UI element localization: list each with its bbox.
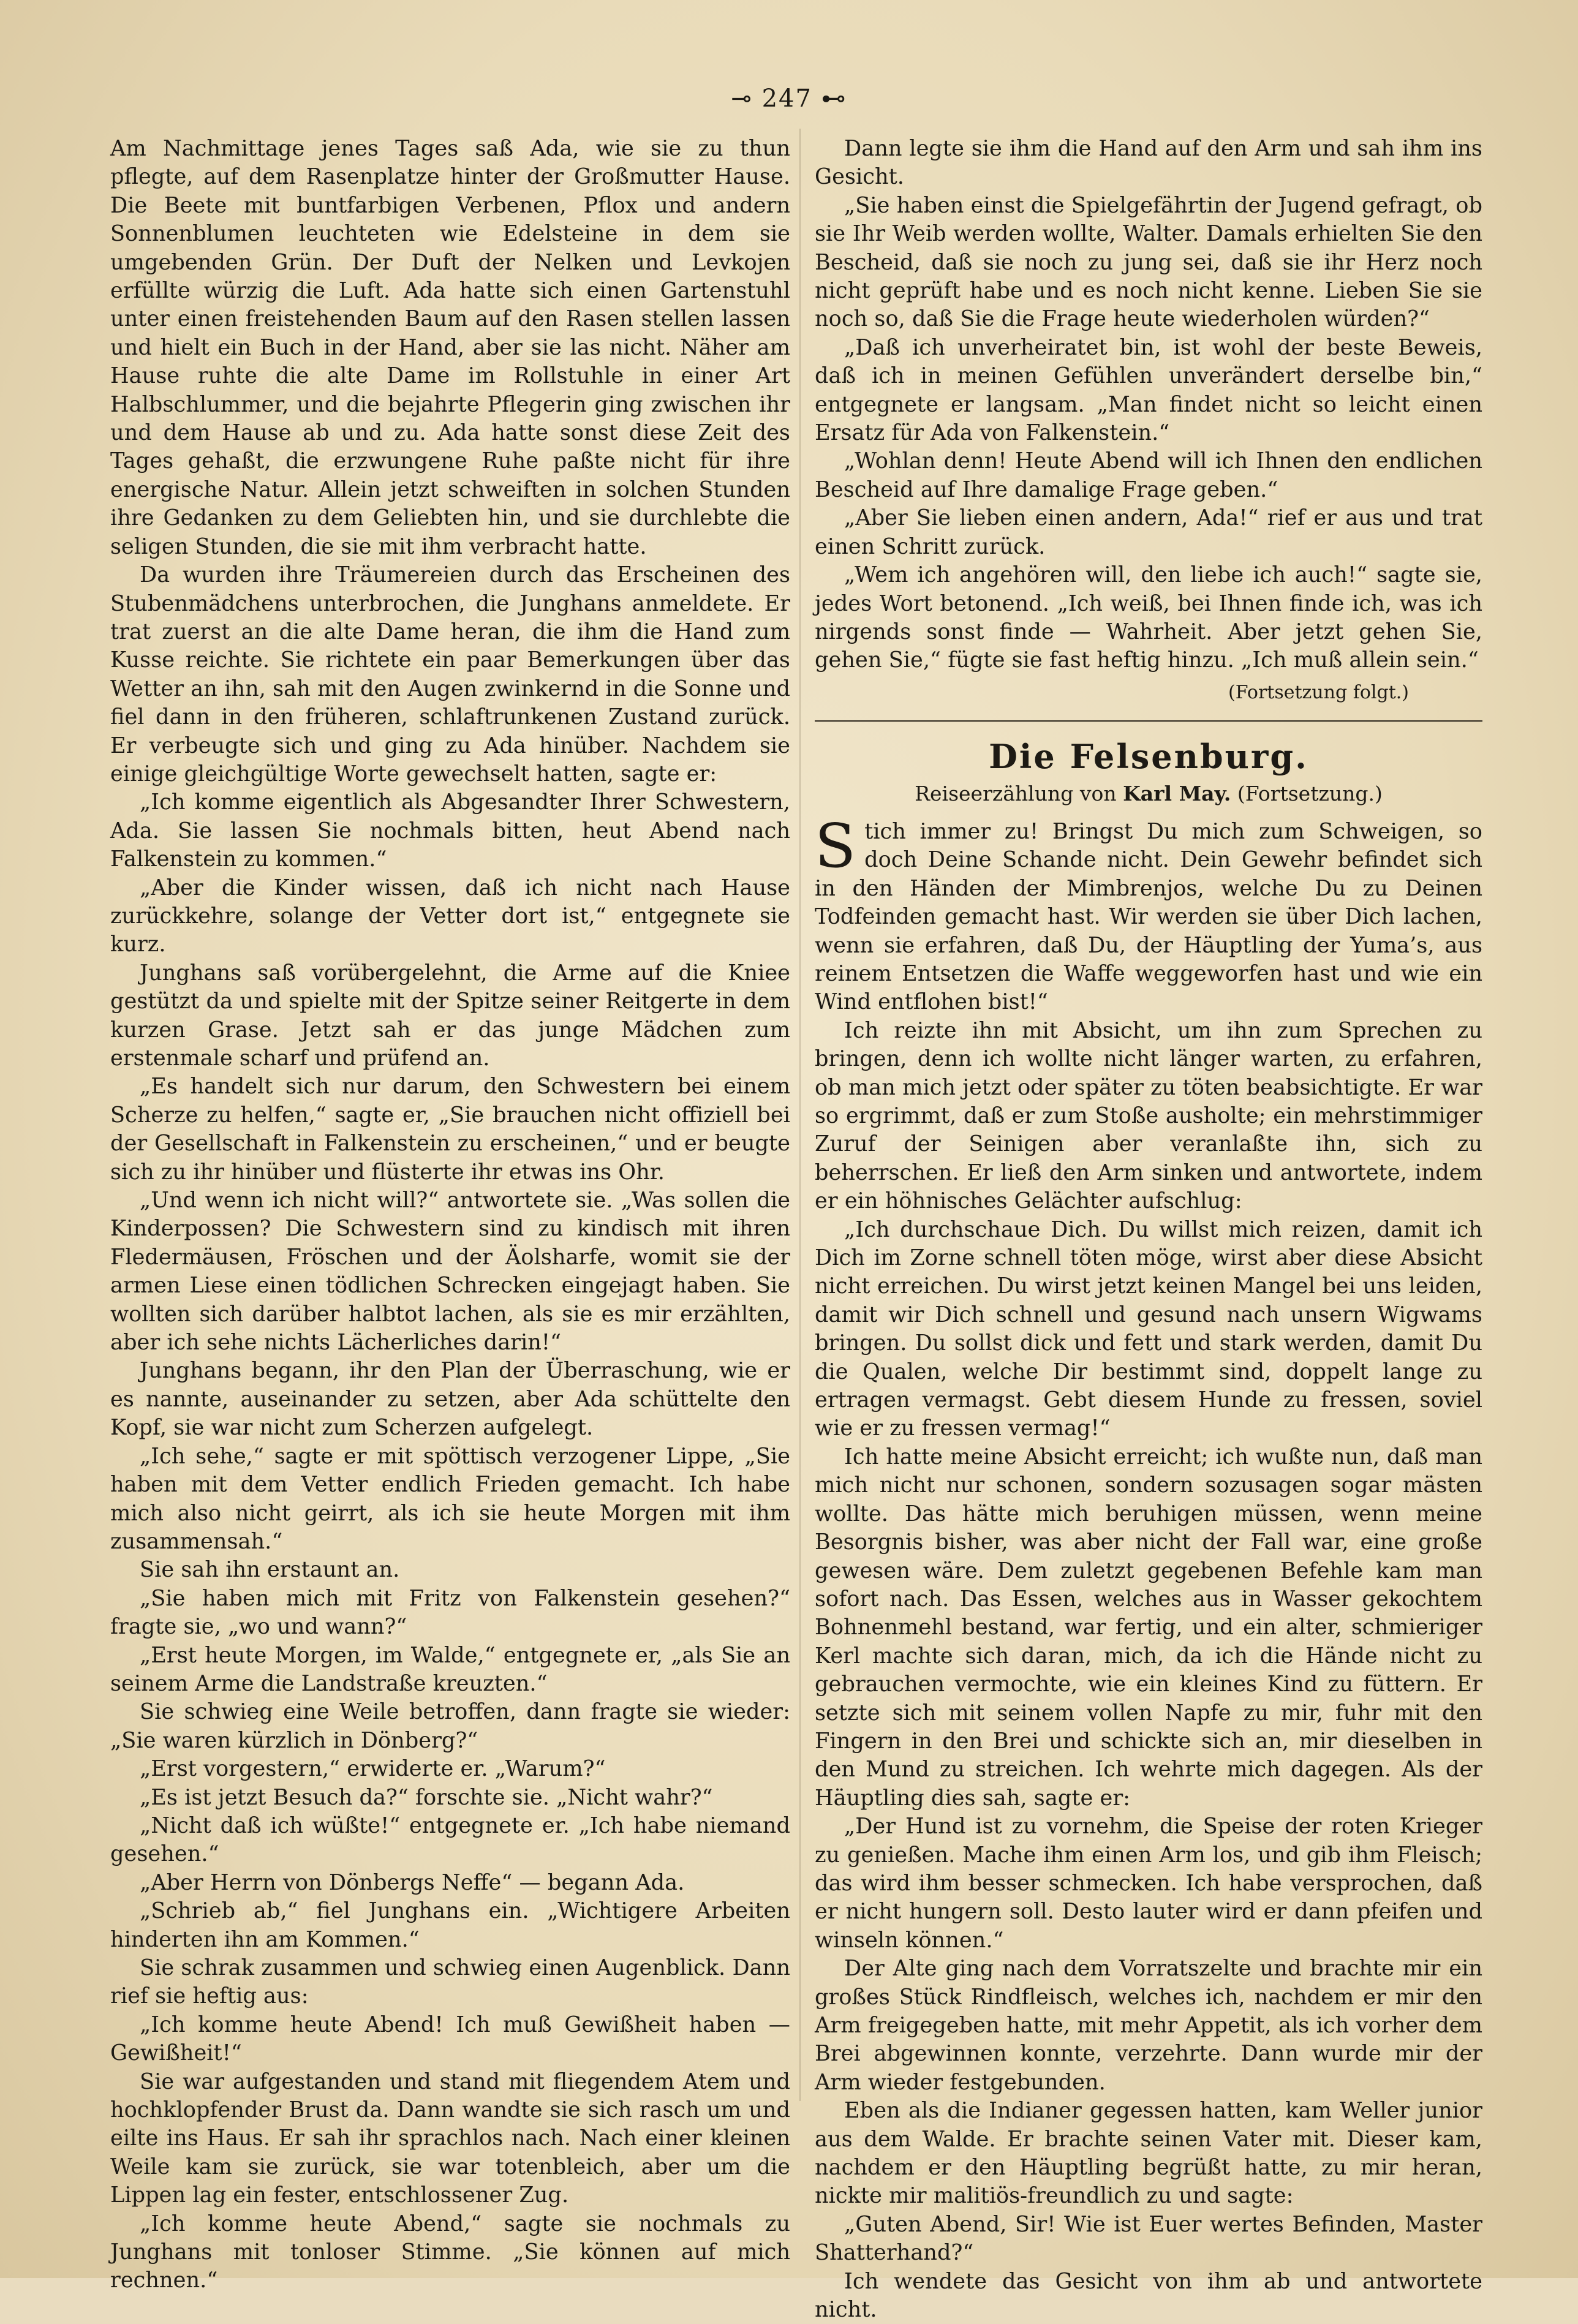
story-title: Die Felsenburg.	[989, 737, 1308, 777]
drop-cap: S	[815, 811, 856, 881]
page-number-value: 247	[761, 85, 812, 113]
paragraph: „Daß ich unverheiratet bin, ist wohl der beste Beweis, daß ich in meinen Gefühlen unverändert derselbe bin,“ entgegnete er langsam. „Man findet nicht so leicht einen Ersatz für Ada von Falkenstein.“	[815, 334, 1482, 446]
paragraph: „Guten Abend, Sir! Wie ist Euer wertes Befinden, Master Shatterhand?“	[815, 2211, 1482, 2266]
continued-note: (Fortsetzung folgt.)	[1228, 681, 1409, 703]
paragraph: Der Alte ging nach dem Vorratszelte und brachte mir ein großes Stück Rindfleisch, welches ich, nachdem er mir den Arm freigegeben hatte, mit mehr Appetit, als ich vorher dem Brei abgewinnen konnte, verzehrte. Dann wurde mir der Arm wieder festgebunden.	[815, 1956, 1482, 2095]
paragraph: „Wem ich angehören will, den liebe ich auch!“ sagte sie, jedes Wort betonend. „Ich weiß, bei Ihnen finde ich, was ich nirgends sonst finde — Wahrheit. Aber jetzt gehen Sie, gehen Sie,“ fügte sie fast heftig hinzu. „Ich muß allein sein.“	[815, 562, 1482, 673]
paragraph: „Ich komme eigentlich als Abgesandter Ihrer Schwestern, Ada. Sie lassen Sie nochmals bitten, heut Abend nach Falkenstein zu kommen.“	[110, 790, 790, 872]
section-divider	[815, 720, 1482, 722]
subtitle-suffix: (Fortsetzung.)	[1237, 781, 1383, 805]
paragraph: „Schrieb ab,“ fiel Junghans ein. „Wichtigere Arbeiten hinderten ihn am Kommen.“	[110, 1898, 790, 1952]
paragraph: Sie war aufgestanden und stand mit fliegendem Atem und hochklopfender Brust da. Dann wandte sie sich rasch um und eilte ins Haus. Er sah ihr sprachlos nach. Nach einer kleinen Weile kam sie zurück, sie war totenbleich, aber um die Lippen lag ein fester, entschlossener Zug.	[110, 2069, 790, 2208]
paragraph: Ich reizte ihn mit Absicht, um ihn zum Sprechen zu bringen, denn ich wollte nicht länger warten, zu erfahren, ob man mich jetzt oder später zu töten beabsichtigte. Er war so ergrimmt, daß er zum Stoße ausholte; ein mehrstimmiger Zuruf der Seinigen aber veranlaßte ihn, sich zu beherrschen. Er ließ den Arm sinken und antwortete, indem er ein höhnisches Gelächter aufschlug:	[815, 1017, 1482, 1214]
paragraph: „Der Hund ist zu vornehm, die Speise der roten Krieger zu genießen. Mache ihm einen Arm los, und gib ihm Fleisch; das wird ihm besser schmecken. Ich habe versprochen, daß er nicht hungern soll. Desto lauter wird er dann pfeifen und winseln können.“	[815, 1814, 1482, 1953]
paragraph: Dann legte sie ihm die Hand auf den Arm und sah ihm ins Gesicht.	[815, 136, 1482, 190]
page-number: ⊸ 247 ⊷	[731, 85, 847, 113]
paragraph: „Erst heute Morgen, im Walde,“ entgegnete er, „als Sie an seinem Arme die Landstraße kreuzten.“	[110, 1642, 790, 1696]
paragraph: Sie sah ihn erstaunt an.	[140, 1557, 400, 1583]
paragraph: „Ich durchschaue Dich. Du willst mich reizen, damit ich Dich im Zorne schnell töten möge, wirst aber diese Absicht nicht erreichen. Du wirst jetzt keinen Mangel bei uns leiden, damit wir Dich schnell und gesund nach unsern Wigwams bringen. Du sollst dick und fett und stark werden, damit Du die Qualen, welche Dir bestimmt sind, doppelt lange zu ertragen vermagst. Gebt diesem Hunde zu fressen, soviel wie er zu fressen vermag!“	[815, 1217, 1482, 1441]
paragraph: „Nicht daß ich wüßte!“ entgegnete er. „Ich habe niemand gesehen.“	[110, 1813, 790, 1867]
paragraph: „Wohlan denn! Heute Abend will ich Ihnen den endlichen Bescheid auf Ihre damalige Frage geben.“	[815, 448, 1482, 502]
paragraph: „Und wenn ich nicht will?“ antwortete sie. „Was sollen die Kinderpossen? Die Schwestern sind zu kindisch mit ihren Fledermäusen, Fröschen und der Äolsharfe, womit sie der armen Liese einen tödlichen Schrecken eingejagt haben. Sie wollten sich darüber halbtot lachen, als sie es mir erzählten, aber ich sehe nichts Lächerliches darin!“	[110, 1188, 790, 1356]
paragraph: „Es ist jetzt Besuch da?“ forschte sie. „Nicht wahr?“	[140, 1784, 713, 1810]
paragraph: Da wurden ihre Träumereien durch das Erscheinen des Stubenmädchens unterbrochen, die Junghans anmeldete. Er trat zuerst an die alte Dame heran, die ihm die Hand zum Kusse reichte. Sie richtete ein paar Bemerkungen über das Wetter an ihn, sah mit den Augen zwinkernd in die Sonne und fiel dann in den früheren, schlaftrunkenen Zustand zurück. Er verbeugte sich und ging zu Ada hinüber. Nachdem sie einige gleichgültige Worte gewechselt hatten, sagte er:	[110, 562, 790, 787]
paragraph: Sie schrak zusammen und schwieg einen Augenblick. Dann rief sie heftig aus:	[110, 1955, 790, 2009]
paragraph: „Ich komme heute Abend,“ sagte sie nochmals zu Junghans mit tonloser Stimme. „Sie können auf mich rechnen.“	[110, 2211, 790, 2293]
paragraph: „Aber Herrn von Dönbergs Neffe“ — begann Ada.	[140, 1869, 685, 1895]
story-author: Karl May.	[1123, 781, 1231, 805]
paragraph: Eben als die Indianer gegessen hatten, kam Weller junior aus dem Walde. Er brachte seinen Vater mit. Dieser kam, nachdem er den Häuptling begrüßt hatte, zu mir heran, nickte mir malitiös-freundlich zu und sagte:	[815, 2098, 1482, 2209]
paragraph: Junghans saß vorübergelehnt, die Arme auf die Kniee gestützt da und spielte mit der Spitze seiner Reitgerte in dem kurzen Grase. Jetzt sah er das junge Mädchen zum erstenmale scharf und prüfend an.	[110, 960, 790, 1071]
paragraph: „Ich sehe,“ sagte er mit spöttisch verzogener Lippe, „Sie haben mit dem Vetter endlich Frieden gemacht. Ich habe mich also nicht geirrt, als ich sie heute Morgen mit ihm zusammensah.“	[110, 1443, 790, 1554]
column-divider	[799, 129, 801, 2101]
paragraph: Sie schwieg eine Weile betroffen, dann fragte sie wieder: „Sie waren kürzlich in Dönberg?“	[110, 1699, 790, 1753]
paragraph: „Erst vorgestern,“ erwiderte er. „Warum?“	[140, 1756, 606, 1782]
paragraph: „Aber Sie lieben einen andern, Ada!“ rief er aus und trat einen Schritt zurück.	[815, 505, 1482, 559]
subtitle-prefix: Reiseerzählung von	[915, 781, 1117, 805]
paragraph: Ich hatte meine Absicht erreicht; ich wußte nun, daß man mich nicht nur schonen, sondern sozusagen sogar mästen wollte. Das hätte mich beruhigen müssen, wenn meine Besorgnis bisher, was aber nicht der Fall war, eine große gewesen wäre. Dem zuletzt gegebenen Befehle kam man sofort nach. Das Essen, welches aus in Wasser gekochtem Bohnenmehl bestand, war fertig, und ein alter, schmieriger Kerl machte sich daran, mich, da ich die Hände nicht zu gebrauchen vermochte, wie ein kleines Kind zu füttern. Er setzte sich mit seinem vollen Napfe zu mir, fuhr mit den Fingern in den Brei und schickte sich an, mir dieselben in den Mund zu streichen. Ich wehrte mich dagegen. Als der Häuptling dies sah, sagte er:	[815, 1444, 1482, 1811]
paragraph: „Sie haben einst die Spielgefährtin der Jugend gefragt, ob sie Ihr Weib werden wollte, Walter. Damals erhielten Sie den Bescheid, daß sie noch zu jung sei, daß sie ihr Herz noch nicht geprüft habe und es noch nicht kenne. Lieben Sie sie noch so, daß Sie die Frage heute wiederholen würden?“	[815, 192, 1482, 332]
paragraph: „Ich komme heute Abend! Ich muß Gewißheit haben — Gewißheit!“	[110, 2012, 790, 2066]
story-first-paragraph	[815, 811, 1482, 1017]
paragraph: Junghans begann, ihr den Plan der Überraschung, wie er es nannte, auseinander zu setzen, aber Ada schüttelte den Kopf, sie war nicht zum Scherzen aufgelegt.	[110, 1358, 790, 1441]
paragraph: „Sie haben mich mit Fritz von Falkenstein gesehen?“ fragte sie, „wo und wann?“	[110, 1585, 790, 1640]
paragraph: Ich wendete das Gesicht von ihm ab und antwortete nicht.	[815, 2268, 1482, 2323]
first-paragraph-text: tich immer zu! Bringst Du mich zum Schweigen, so doch Deine Schande nicht. Dein Gewehr befindet sich in den Händen der Mimbrenjos, welche Du zu Deinen Todfeinden gemacht hast. Wir werden sie über Dich lachen, wenn sie erfahren, daß Du, der Häuptling der Yuma’s, aus reinem Entsetzen die Waffe weggeworfen hast und wie ein Wind entflohen bist!“	[815, 818, 1482, 1015]
right-column	[815, 135, 1482, 2324]
paragraph: Am Nachmittage jenes Tages saß Ada, wie sie zu thun pflegte, auf dem Rasenplatze hinter der Großmutter Hause. Die Beete mit buntfarbigen Verbenen, Pflox und andern Sonnenblumen leuchteten wie Edelsteine in dem sie umgebenden Grün. Der Duft der Nelken und Levkojen erfüllte würzig die Luft. Ada hatte sich einen Gartenstuhl unter einen freistehenden Baum auf den Rasen stellen lassen und hielt ein Buch in der Hand, aber sie las nicht. Näher am Hause ruhte die alte Dame im Rollstuhle in einer Art Halbschlummer, und die bejahrte Pflegerin ging zwischen ihr und dem Hause ab und zu. Ada hatte sonst diese Zeit des Tages gehaßt, die erzwungene Ruhe paßte nicht für ihre energische Natur. Allein jetzt schweiften in solchen Stunden ihre Gedanken zu dem Geliebten hin, und sie durchlebte die seligen Stunden, die sie mit ihm verbracht hatte.	[110, 136, 790, 559]
paragraph: „Es handelt sich nur darum, den Schwestern bei einem Scherze zu helfen,“ sagte er, „Sie brauchen nicht offiziell bei der Gesellschaft in Falkenstein zu erscheinen,“ und er beugte sich zu ihr hinüber und flüsterte ihr etwas ins Ohr.	[110, 1074, 790, 1185]
paragraph: „Aber die Kinder wissen, daß ich nicht nach Hause zurückkehre, solange der Vetter dort ist,“ entgegnete sie kurz.	[110, 875, 790, 957]
story-subtitle	[815, 780, 1482, 808]
left-column	[110, 135, 790, 2295]
